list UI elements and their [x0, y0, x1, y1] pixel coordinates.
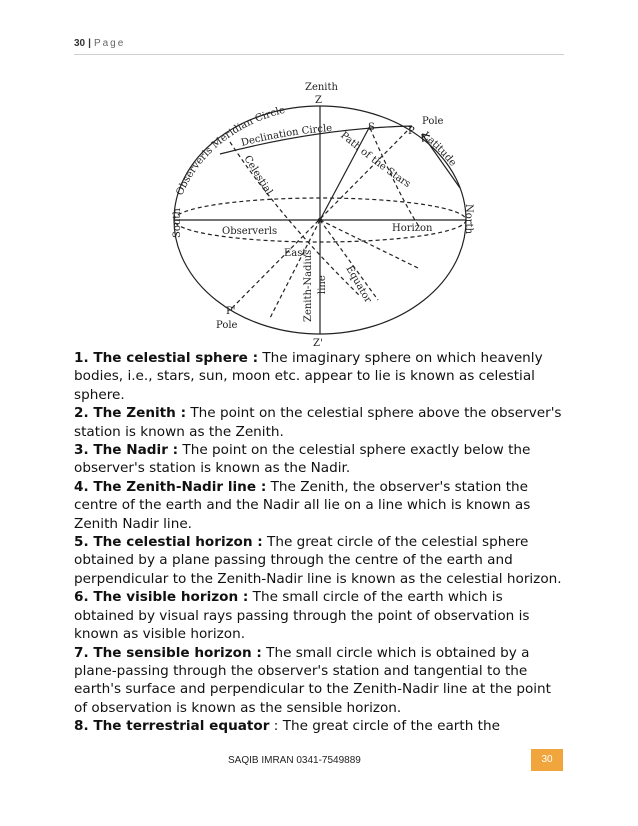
definition-item	[74, 404, 566, 441]
label-zenith-nadir: Zenith-Nadius	[303, 249, 314, 322]
label-pole-bottom: Pole	[216, 320, 238, 331]
definition-text: The small circle of the earth which is obtained by visual rays passing through the point of observation is known as visible horizon.	[74, 589, 530, 643]
definition-item	[74, 478, 566, 533]
header-separator: |	[88, 38, 91, 49]
definition-term: 3. The Nadir :	[74, 442, 179, 459]
definition-text: The small circle which is obtained by a plane-passing through the observer's station and tangential to the earth's surface and perpendicular to the Zenith-Nadir line at the point of observation is known as the sensible horizon.	[74, 644, 551, 716]
label-meridian: Observerls Meridian Circle	[174, 104, 287, 198]
footer-page-badge: 30	[531, 749, 563, 771]
label-p-top: P	[408, 126, 415, 137]
equator-ray	[320, 220, 378, 300]
definition-text: The Zenith, the observer's station the centre of the earth and the Nadir all lie on a line which is known as Zenith Nadir line.	[74, 478, 531, 532]
label-z-prime: Z'	[313, 338, 323, 348]
definition-term: 4. The Zenith-Nadir line :	[74, 478, 267, 495]
definition-item	[74, 644, 566, 718]
definition-term: 7. The sensible horizon :	[74, 644, 262, 661]
label-horizon: Horizon	[392, 223, 433, 234]
definition-term: 6. The visible horizon :	[74, 589, 249, 606]
definition-text: The point on the celestial sphere above the observer's station is known as the Zenith.	[74, 405, 562, 440]
footer-author: SAQIB IMRAN 0341-7549889	[228, 755, 361, 766]
definition-item	[74, 441, 566, 478]
definition-item	[74, 717, 566, 735]
header-page-label: Page	[93, 38, 126, 49]
observer-ray	[320, 126, 370, 220]
label-celestial: Celestial	[241, 153, 275, 198]
definition-item	[74, 349, 566, 404]
definition-item	[74, 533, 566, 588]
label-declination: Declination Circle	[240, 122, 333, 149]
celestial-sphere-diagram	[160, 78, 490, 348]
label-east: East	[284, 248, 307, 259]
label-south: South	[172, 208, 183, 238]
definitions-list	[74, 349, 566, 736]
definition-text: The great circle of the celestial sphere obtained by a plane passing through the centre of the earth and perpendicular to the Zenith-Nadir line is known as the celestial horizon.	[74, 534, 562, 587]
label-equator: Equator	[343, 264, 374, 305]
definition-text: The imaginary sphere on which heavenly bodies, i.e., stars, sun, moon etc. appear to lie is known as celestial sphere.	[74, 350, 543, 403]
label-pole-top: Pole	[422, 116, 444, 127]
definition-text: : The great circle of the earth the	[269, 718, 500, 735]
observer-point	[318, 218, 322, 222]
header-rule	[74, 54, 564, 55]
label-observer: Observerls	[222, 226, 278, 237]
label-north: North	[463, 204, 474, 235]
definition-term: 8. The terrestrial equator	[74, 718, 270, 735]
label-p-bottom: P'	[226, 306, 236, 317]
label-line: line	[317, 275, 328, 294]
definition-term: 1. The celestial sphere :	[74, 350, 259, 366]
header-page-number: 30	[74, 38, 86, 49]
definition-term: 5. The celestial horizon :	[74, 534, 263, 551]
definition-text: The point on the celestial sphere exactly below the observer's station is known as the Nadir.	[74, 442, 531, 477]
diagram-svg	[160, 78, 490, 348]
label-latitude: Latitude	[420, 130, 459, 169]
label-s: S	[368, 122, 375, 133]
definition-item	[74, 588, 566, 643]
label-zenith: Zenith	[305, 82, 338, 93]
definition-term: 2. The Zenith :	[74, 405, 187, 422]
label-path-of-stars: Path of the Stars	[338, 129, 413, 191]
label-z: Z	[315, 95, 322, 106]
